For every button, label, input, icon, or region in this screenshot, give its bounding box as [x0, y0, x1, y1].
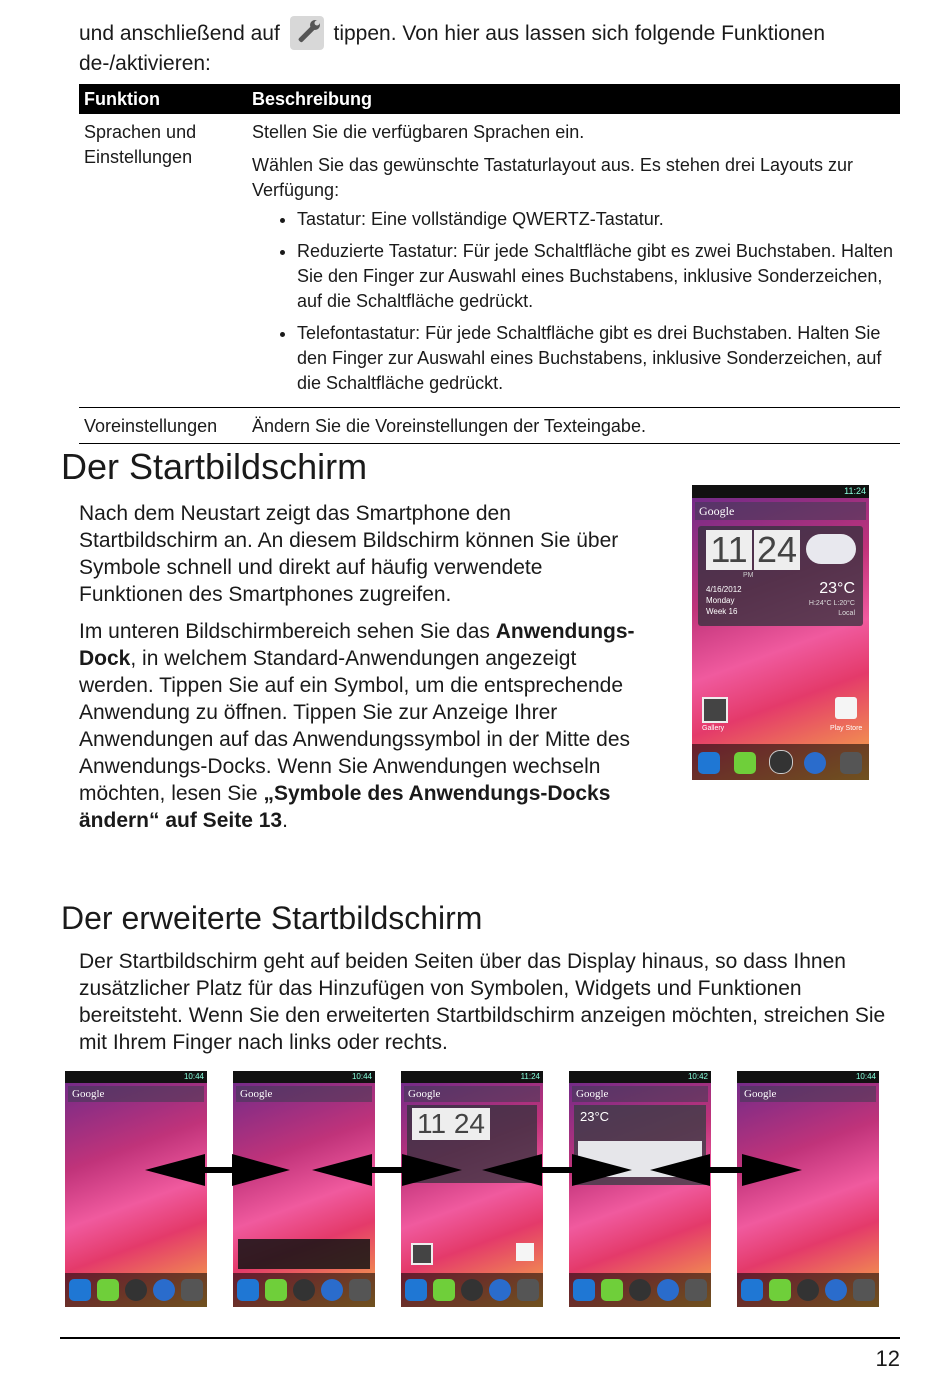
week-text: Week 16 — [706, 607, 738, 616]
table-header-description: Beschreibung — [247, 84, 900, 114]
section1-p1: Nach dem Neustart zeigt das Smartphone den Startbildschirm an. An diesem Bildschirm können Sie über Symbole schnell und direkt auf häufig verwendete Funktionen des Smartphones zugreifen. — [79, 502, 619, 606]
status-bar: 10:42 — [569, 1071, 711, 1083]
status-bar: 10:44 — [737, 1071, 879, 1083]
app-dock — [233, 1273, 375, 1307]
intro-text — [79, 16, 909, 77]
intro-after: tippen. Von hier aus lassen sich folgende Funktionen de-/aktivieren: — [79, 22, 826, 75]
temp-hilo: H:24°C L:20°C — [808, 600, 855, 607]
row1-function: Sprachen und Einstellungen — [79, 114, 247, 408]
list-item: • Tastatur: Eine vollständige QWERTZ-Tastatur. — [297, 207, 895, 232]
p2-bold-link: „Symbole des Anwendungs-Docks ändern“ auf Seite 13 — [79, 782, 611, 832]
p2-bold-dock: Anwendungs-Dock — [79, 620, 635, 670]
section1-body — [79, 500, 649, 844]
section2-p: Der Startbildschirm geht auf beiden Seiten über das Display hinaus, so dass Ihnen zusätzlicher Platz für das Hinzufügen von Symbolen, Widgets und Funktionen bereitsteht. Wenn Sie den erweiterten Startbildschirm anzeigen möchten, streichen Sie mit Ihrem Finger nach links oder rechts. — [79, 950, 886, 1054]
section2-body — [79, 948, 909, 1056]
clock-weather-widget — [698, 526, 863, 626]
day-text: Monday — [706, 596, 735, 605]
wrench-icon — [290, 16, 324, 50]
section-title-erweiterte: Der erweiterte Startbildschirm — [61, 900, 483, 936]
table-header-function: Funktion — [79, 84, 247, 114]
clock-ampm: PM — [743, 572, 754, 579]
section1-p2 — [79, 618, 649, 834]
clock-text: 11 24 — [412, 1108, 490, 1140]
function-table — [79, 84, 900, 444]
row1-desc1: Stellen Sie die verfügbaren Sprachen ein. — [252, 122, 585, 142]
list-item: • Reduzierte Tastatur: Für jede Schaltfläche gibt es zwei Buchstaben. Halten Sie den Finger zur Auswahl eines Buchstabens, inklusive Sonderzeichen, auf die Schaltfläche gedrückt. — [297, 239, 895, 314]
camera-icon — [840, 752, 862, 774]
browser-icon — [804, 752, 826, 774]
app-dock — [65, 1273, 207, 1307]
app-dock — [692, 744, 869, 780]
intro-before: und anschließend auf — [79, 22, 280, 45]
layout-list — [252, 207, 895, 396]
row2-function: Voreinstellungen — [79, 408, 247, 444]
row1-description — [247, 114, 900, 408]
double-arrow-icon — [312, 1154, 462, 1186]
google-search-bar: Google — [68, 1086, 204, 1102]
clock-hour: 11 — [706, 530, 752, 570]
play-store-label: Play Store — [830, 725, 863, 732]
gallery-icon — [411, 1243, 433, 1265]
p2-part-a: Im unteren Bildschirmbereich sehen Sie das — [79, 620, 490, 643]
widget-date — [706, 584, 742, 617]
google-search-bar: Google — [572, 1086, 708, 1102]
location: Local — [838, 610, 855, 617]
temperature: 23°C — [819, 580, 855, 597]
messaging-icon — [734, 752, 756, 774]
app-dock — [401, 1273, 543, 1307]
weather-temp: 23°C — [580, 1109, 610, 1124]
clock-minute: 24 — [754, 530, 800, 570]
app-dock — [569, 1273, 711, 1307]
footer-rule — [60, 1337, 900, 1339]
status-bar: 11:24 — [692, 485, 869, 498]
home-screen-screenshot — [692, 485, 869, 780]
phone-icon — [698, 752, 720, 774]
table-row — [79, 114, 900, 408]
double-arrow-icon — [145, 1154, 290, 1186]
google-search-bar: Google — [236, 1086, 372, 1102]
cloud-icon — [806, 534, 856, 564]
play-store-icon — [516, 1243, 534, 1261]
page-number: 12 — [875, 1346, 900, 1371]
status-bar: 11:24 — [401, 1071, 543, 1083]
p2-part-c: . — [282, 809, 288, 832]
google-search-bar: Google — [740, 1086, 876, 1102]
table-row — [79, 408, 900, 444]
swipe-arrows — [0, 1140, 950, 1200]
gallery-icon — [702, 697, 728, 723]
app-dock — [737, 1273, 879, 1307]
double-arrow-icon — [650, 1154, 802, 1186]
p2-part-b: , in welchem Standard-Anwendungen angezeigt werden. Tippen Sie auf ein Symbol, um die entsprechende Anwendung zu öffnen. Tippen Sie zur Anzeige Ihrer Anwendungen auf das Anwendungssymbol in der Mitte des Anwendungs-Docks. Wenn Sie Anwendungen wechseln möchten, lesen Sie — [79, 647, 631, 805]
power-control-widget — [238, 1239, 370, 1269]
google-search-bar: Google — [404, 1086, 540, 1102]
row1-desc2: Wählen Sie das gewünschte Tastaturlayout aus. Es stehen drei Layouts zur Verfügung: — [252, 155, 854, 200]
section-title-startbildschirm: Der Startbildschirm — [61, 446, 368, 487]
status-bar: 10:44 — [233, 1071, 375, 1083]
gallery-label: Gallery — [702, 725, 725, 732]
play-store-icon — [835, 697, 857, 719]
list-item: • Telefontastatur: Für jede Schaltfläche gibt es drei Buchstaben. Halten Sie den Finger zur Auswahl eines Buchstabens, inklusive Sonderzeichen, auf die Schaltfläche gedrückt. — [297, 321, 895, 396]
status-bar: 10:44 — [65, 1071, 207, 1083]
row2-description: Ändern Sie die Voreinstellungen der Texteingabe. — [247, 408, 900, 444]
apps-icon — [769, 750, 793, 774]
google-search-bar: Google — [695, 502, 866, 520]
double-arrow-icon — [482, 1154, 632, 1186]
date-text: 4/16/2012 — [706, 585, 742, 594]
